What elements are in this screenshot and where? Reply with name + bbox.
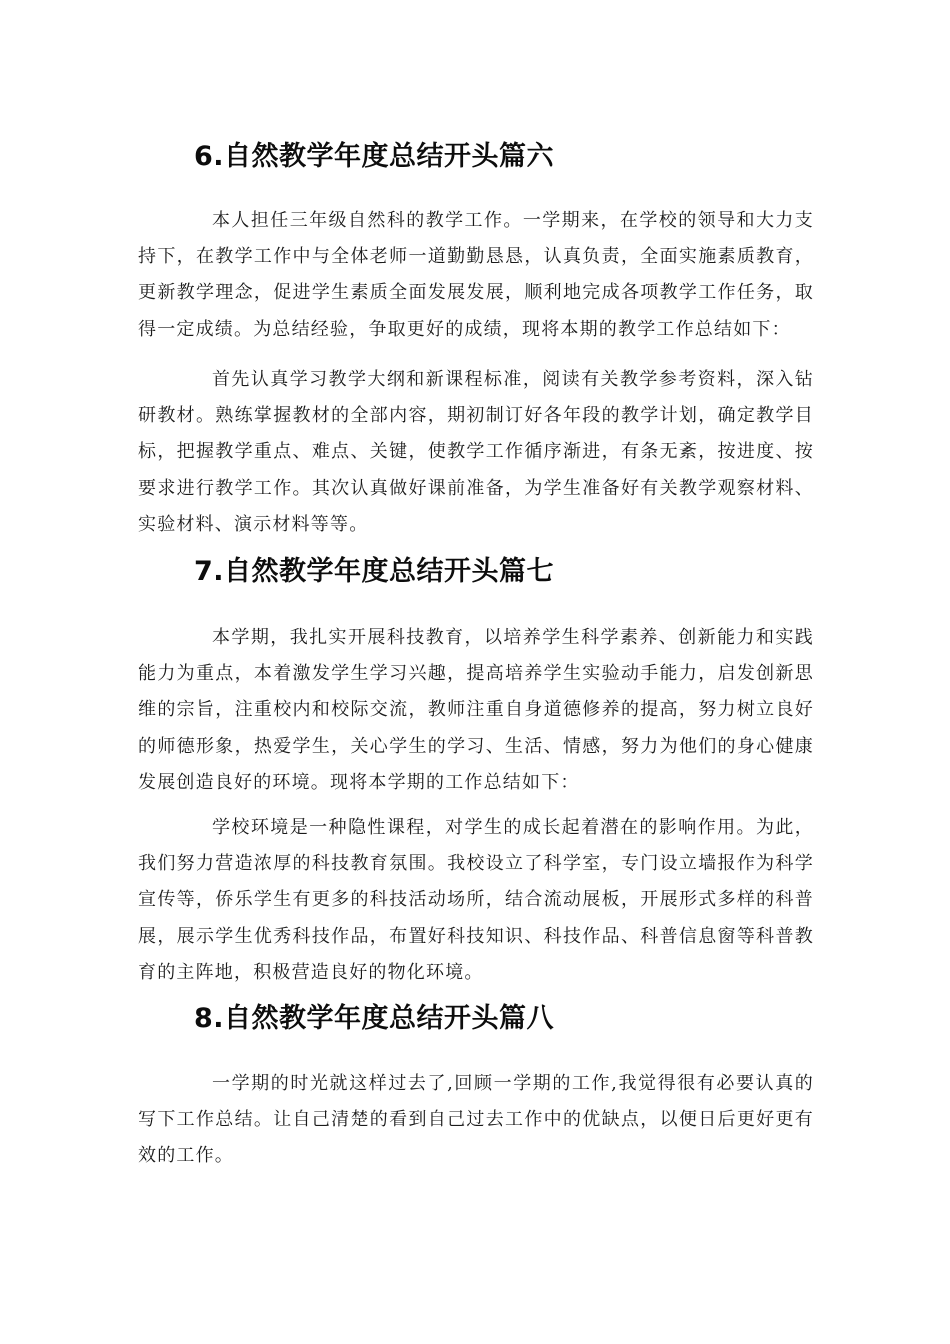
- section-7-paragraph-2: 学校环境是一种隐性课程，对学生的成长起着潜在的影响作用。为此，我们努力营造浓厚的科技教育氛围。我校设立了科学室，专门设立墙报作为科学宣传等，侨乐学生有更多的科技活动场所，结合流动展板，开展形式多样的科普展，展示学生优秀科技作品，布置好科技知识、科技作品、科普信息窗等科普教育的主阵地，积极营造良好的物化环境。: [138, 817, 814, 983]
- section-6-paragraph-1: 本人担任三年级自然科的教学工作。一学期来，在学校的领导和大力支持下，在教学工作中与全体老师一道勤勤恳恳，认真负责，全面实施素质教育，更新教学理念，促进学生素质全面发展发展，顺利地完成各项教学工作任务，取得一定成绩。为总结经验，争取更好的成绩，现将本期的教学工作总结如下：: [138, 210, 814, 340]
- section-7-paragraph-1: 本学期，我扎实开展科技教育，以培养学生科学素养、创新能力和实践能力为重点，本着激发学生学习兴趣，提高培养学生实验动手能力，启发创新思维的宗旨，注重校内和校际交流，教师注重自身道德修养的提高，努力树立良好的师德形象，热爱学生，关心学生的学习、生活、情感，努力为他们的身心健康发展创造良好的环境。现将本学期的工作总结如下：: [138, 627, 814, 793]
- section-8-paragraph-1: 一学期的时光就这样过去了,回顾一学期的工作,我觉得很有必要认真的写下工作总结。让自己清楚的看到自己过去工作中的优缺点，以便日后更好更有效的工作。: [138, 1073, 814, 1167]
- section-7-heading: 7.自然教学年度总结开头篇七: [194, 556, 555, 587]
- section-6-paragraph-2: 首先认真学习教学大纲和新课程标准，阅读有关教学参考资料，深入钻研教材。熟练掌握教材的全部内容，期初制订好各年段的教学计划，确定教学目标，把握教学重点、难点、关键，使教学工作循序渐进，有条无紊，按进度、按要求进行教学工作。其次认真做好课前准备，为学生准备好有关教学观察材料、实验材料、演示材料等等。: [138, 369, 814, 535]
- section-8-heading: 8.自然教学年度总结开头篇八: [194, 1003, 555, 1034]
- section-6-heading: 6.自然教学年度总结开头篇六: [194, 141, 555, 172]
